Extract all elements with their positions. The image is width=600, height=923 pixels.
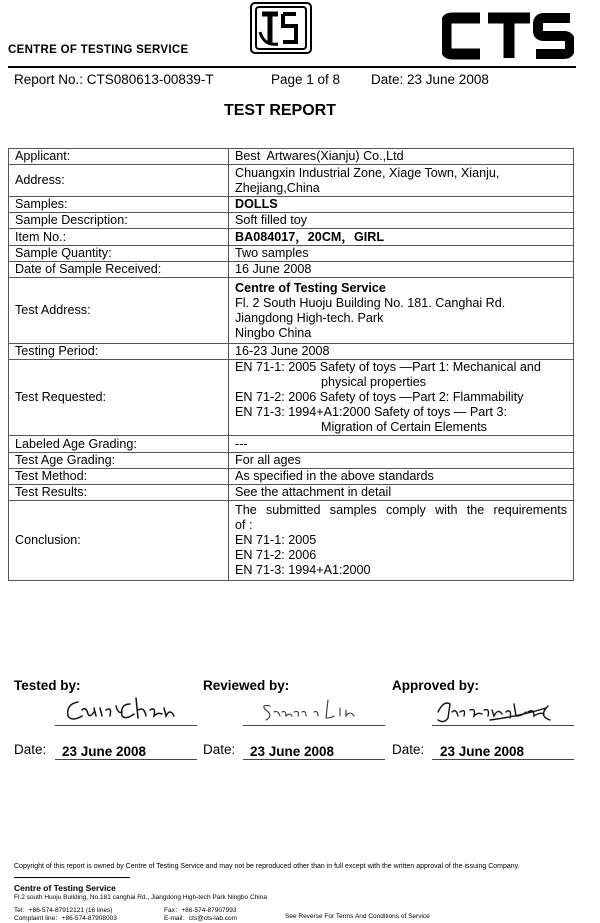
sample-quantity-value: Two samples (229, 246, 574, 262)
reviewed-date-line (243, 759, 385, 760)
table-row (9, 262, 574, 278)
conclusion-line: EN 71-3: 1994+A1:2000 (235, 563, 371, 577)
testing-period-label: Testing Period: (9, 344, 229, 360)
approved-date-label: Date: (392, 742, 425, 757)
table-row (9, 436, 574, 453)
test-age-label: Test Age Grading: (9, 453, 229, 469)
test-age-value: For all ages (229, 453, 574, 469)
date-received-value: 16 June 2008 (229, 262, 574, 278)
reviewed-date-label: Date: (203, 742, 236, 757)
test-address-line: Ningbo China (235, 325, 312, 340)
copyright-notice: Copyright of this report is owned by Centre of Testing Service and may not be reproduced other than in full except with the written approval of the issuing Company. (14, 863, 520, 870)
footer-terms: See Reverse For Terms And Conditions of Service (285, 913, 430, 920)
table-row (9, 165, 574, 197)
address-line: Chuangxin Industrial Zone, Xiage Town, Xianju, (235, 165, 500, 180)
table-row (9, 229, 574, 246)
conclusion-line: The submitted samples comply with the requirements (235, 503, 567, 517)
test-requested-label: Test Requested: (9, 360, 229, 436)
sample-description-value: Soft filled toy (229, 213, 574, 229)
item-no-label: Item No.: (9, 229, 229, 246)
report-number: Report No.: CTS080613-00839-T (14, 72, 214, 87)
footer-rule (14, 877, 130, 878)
footer-tel: Tel：+86-574-87912121 (16 lines) (14, 907, 113, 914)
tested-date-label: Date: (14, 742, 47, 757)
reviewed-signature-line (243, 725, 385, 726)
address-value (229, 165, 574, 197)
address-label: Address: (9, 165, 229, 197)
table-row (9, 453, 574, 469)
conclusion-line: EN 71-1: 2005 (235, 533, 317, 547)
item-no-value: BA084017，20CM，GIRL (229, 229, 574, 246)
labeled-age-label: Labeled Age Grading: (9, 436, 229, 453)
approved-signature-line (432, 725, 574, 726)
table-row (9, 278, 574, 344)
table-row (9, 197, 574, 213)
conclusion-value (229, 501, 574, 581)
table-row (9, 246, 574, 262)
page-number: Page 1 of 8 (271, 72, 341, 87)
table-row (9, 149, 574, 165)
sample-description-label: Sample Description: (9, 213, 229, 229)
report-info-table (8, 148, 574, 581)
tested-signature-line (55, 725, 197, 726)
standard-line: EN 71-3: 1994+A1:2000 Safety of toys — Part 3: (235, 405, 507, 419)
header-rule (8, 66, 576, 68)
testing-period-value: 16-23 June 2008 (229, 344, 574, 360)
tested-date: 23 June 2008 (62, 744, 147, 759)
table-row (9, 344, 574, 360)
org-name: CENTRE OF TESTING SERVICE (8, 44, 189, 56)
footer-complaint: Complaint line：+86-574-87908003 (14, 915, 117, 922)
test-address-value (229, 278, 574, 344)
samples-label: Samples: (9, 197, 229, 213)
test-address-line: Fl. 2 South Huoju Building No. 181. Canghai Rd. (235, 295, 506, 310)
applicant-label: Applicant: (9, 149, 229, 165)
standard-line: EN 71-1: 2005 Safety of toys —Part 1: Mechanical and (235, 360, 541, 374)
footer-fax: Fax：+86-574-87907993 (164, 907, 237, 914)
test-results-label: Test Results: (9, 485, 229, 501)
reviewed-signature (260, 690, 410, 728)
approved-signature (430, 690, 580, 728)
tested-signature (60, 690, 210, 728)
table-row (9, 485, 574, 501)
page-title: TEST REPORT (223, 102, 336, 119)
test-method-label: Test Method: (9, 469, 229, 485)
table-row (9, 501, 574, 581)
report-date: Date: 23 June 2008 (371, 72, 489, 87)
address-line: Zhejiang,China (235, 180, 320, 195)
cts-seal-logo (250, 2, 312, 54)
test-results-value: See the attachment in detail (229, 485, 574, 501)
standard-line: EN 71-2: 2006 Safety of toys —Part 2: Flammability (235, 390, 524, 404)
approved-date: 23 June 2008 (440, 744, 525, 759)
test-method-value: As specified in the above standards (229, 469, 574, 485)
approved-date-line (432, 759, 574, 760)
tested-date-line (55, 759, 197, 760)
standard-line: physical properties (321, 375, 426, 389)
table-row (9, 469, 574, 485)
test-address-line: Centre of Testing Service (235, 280, 386, 295)
labeled-age-value: --- (229, 436, 574, 453)
applicant-value: Best Artwares(Xianju) Co.,Ltd (229, 149, 574, 165)
footer-email: E-mail：cts@cts-lab.com (164, 915, 238, 922)
cts-wordmark-logo (442, 12, 574, 60)
test-address-line: Jiangdong High-tech. Park (235, 310, 384, 325)
test-requested-value (229, 360, 574, 436)
footer-address: Fl.2 south Huoju Building, No.181 canghai Rd., Jiangdong High-tech Park Ningbo China (14, 894, 267, 901)
conclusion-line: EN 71-2: 2006 (235, 548, 317, 562)
table-row (9, 360, 574, 436)
standard-line: Migration of Certain Elements (321, 420, 487, 434)
reviewed-date: 23 June 2008 (250, 744, 335, 759)
tested-by-label: Tested by: (14, 678, 81, 693)
sample-quantity-label: Sample Quantity: (9, 246, 229, 262)
reviewed-by-label: Reviewed by: (203, 678, 290, 693)
conclusion-line: of : (235, 518, 253, 532)
samples-value: DOLLS (229, 197, 574, 213)
approved-by-label: Approved by: (392, 678, 480, 693)
test-address-label: Test Address: (9, 278, 229, 344)
conclusion-label: Conclusion: (9, 501, 229, 581)
table-row (9, 213, 574, 229)
footer-org-name: Centre of Testing Service (14, 883, 116, 893)
date-received-label: Date of Sample Received: (9, 262, 229, 278)
